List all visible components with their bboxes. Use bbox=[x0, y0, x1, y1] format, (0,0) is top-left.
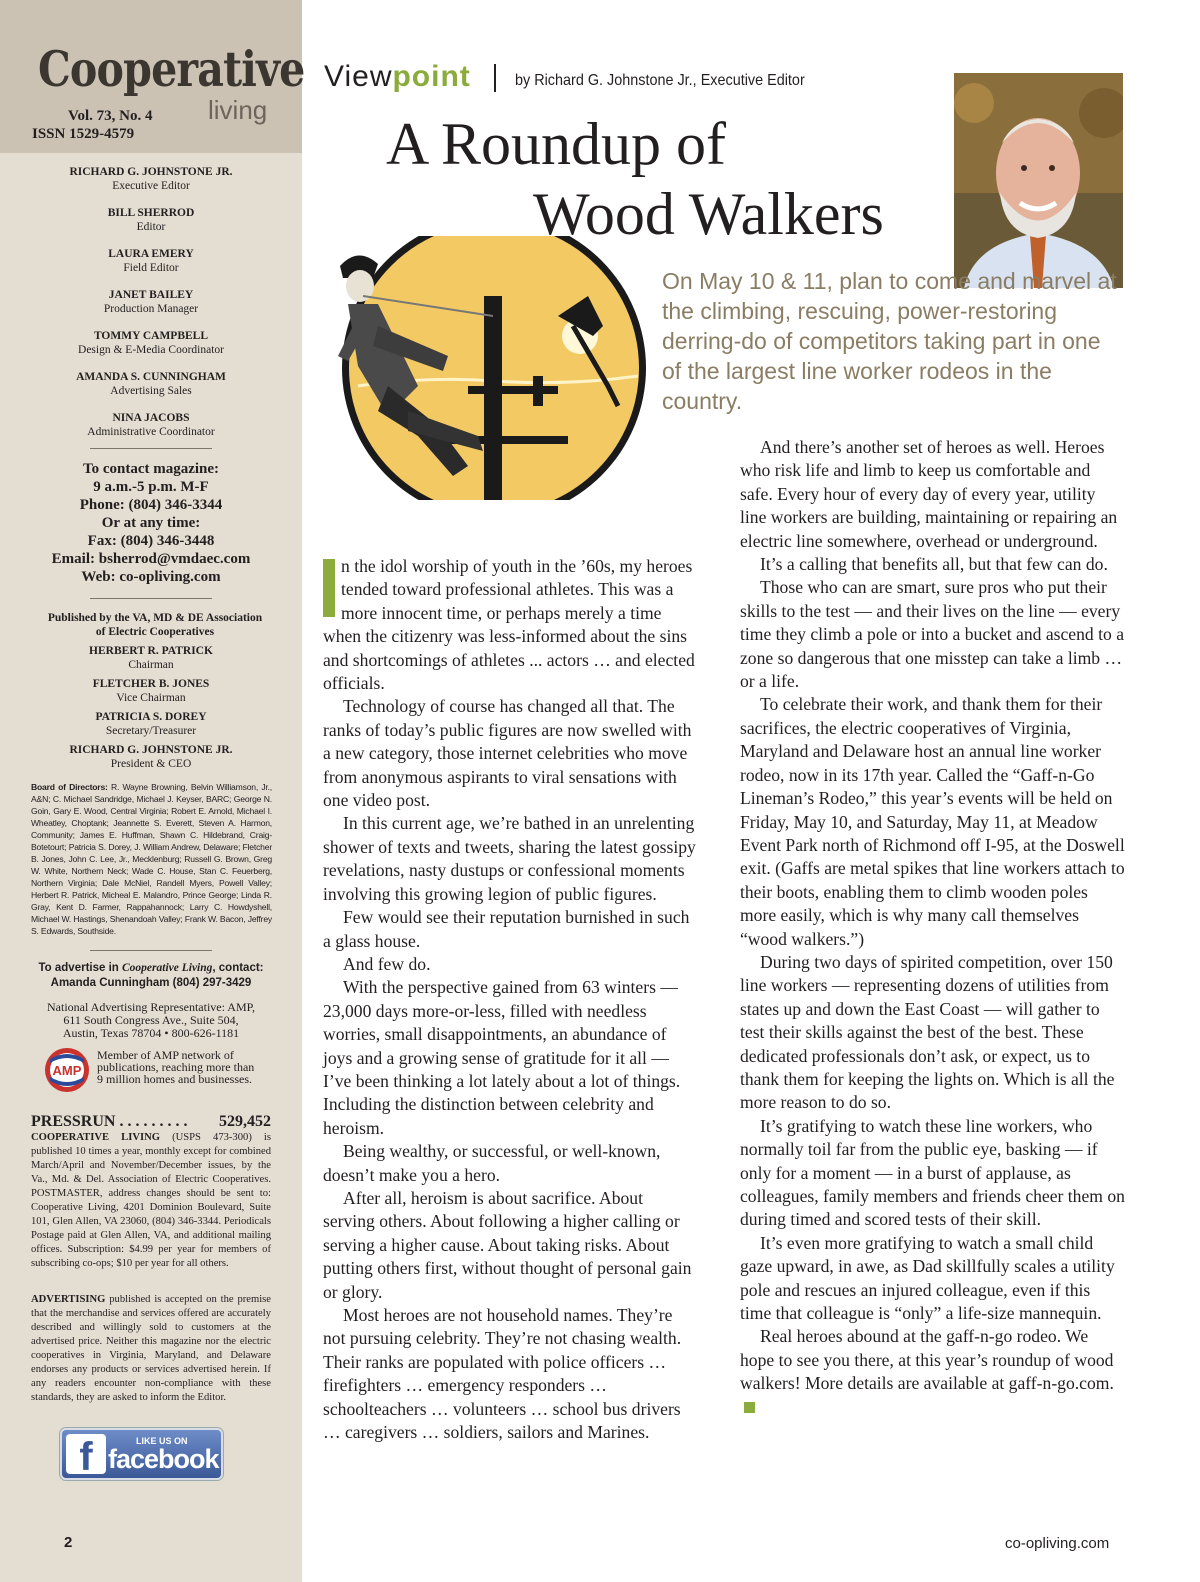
staff-entry: LAURA EMERY Field Editor bbox=[108, 248, 194, 274]
lineman-illustration bbox=[318, 236, 658, 500]
contact-block: To contact magazine: 9 a.m.-5 p.m. M-F Phone: (804) 346-3344 Or at any time: Fax: (804) 346-3448 Email: bsherrod@vmdaec.com Web: co-opliving.com bbox=[0, 460, 302, 586]
author-photo bbox=[954, 73, 1123, 288]
officer-entry: HERBERT R. PATRICK Chairman bbox=[89, 645, 213, 671]
facebook-icon: f bbox=[66, 1434, 106, 1474]
article-paragraph: It’s gratifying to watch these line workers, who normally toil far from the public eye, basking — if only for a moment — in a burst of applause, as colleagues, family members and friends cheer them on during timed and scored tests of their skill. bbox=[740, 1115, 1125, 1230]
page-number: 2 bbox=[64, 1534, 73, 1551]
article-paragraph: With the perspective gained from 63 winters — 23,000 days more-or-less, filled with needless worries, small disappointments, an abundance of joys and a growing sense of gratitude for it all — I’ve been thinking a lot lately about a lot of things. Including the distinction between celebrity and heroism. bbox=[323, 977, 681, 1138]
article-paragraph: And there’s another set of heroes as well. Heroes who risk life and limb to keep us comfortable and safe. Every hour of every day of every year, utility line workers are building, maintaining or repairing an electric line somewhere, overhead or underground. bbox=[740, 437, 1118, 551]
staff-entry: NINA JACOBS Administrative Coordinator bbox=[87, 412, 215, 438]
staff-entry: AMANDA S. CUNNINGHAM Advertising Sales bbox=[76, 371, 226, 397]
pressrun-count: 529,452 bbox=[219, 1113, 271, 1130]
staff-entry: BILL SHERROD Editor bbox=[107, 207, 195, 233]
byline: by Richard G. Johnstone Jr., Executive Editor bbox=[515, 72, 805, 89]
amp-logo bbox=[44, 1047, 90, 1093]
article-paragraph: Few would see their reputation burnished in such a glass house. bbox=[323, 907, 690, 951]
article-column-1 bbox=[323, 555, 696, 1444]
footer-website[interactable]: co-opliving.com bbox=[1005, 1535, 1110, 1552]
article-paragraph: Real heroes abound at the gaff-n-go rodeo. We hope to see you there, at this year’s roundup of wood walkers! More details are available at gaff-n-go.com. bbox=[740, 1325, 1125, 1419]
magazine-title: Cooperative bbox=[38, 40, 305, 98]
board-of-directors: Board of Directors: R. Wayne Browning, Belvin Williamson, Jr., A&N; C. Michael Sandridge, Michael J. Keyser, BARC; George N. Goin, Gary E. Wood, Central Virginia; Robert E. Arnold, Michael I. Wheatley, Choptank; Jeannette S. Everett, Steven A. Harmon, Community; James E. Huffman, Shawn C. Hildebrand, Craig-Botetourt; Patricia S. Dorey, J. William Andrew, Delaware; Fletcher B. Jones, John C. Lee, Jr., Mecklenburg; Russell G. Brown, Greg W. White, Northern Neck; Wade C. House, Stan C. Feuerberg, Northern Virginia; Dale McNiel, Randell Myers, Powell Valley; Herbert R. Patrick, Micheal E. Malandro, Prince George; Linda R. Gray, Kent D. Farmer, Rappahannock; Larry C. Howdyshell, Michael W. Hastings, Shenandoah Valley; Frank W. Bacon, Jeffrey S. Edwards, Southside. bbox=[31, 782, 272, 936]
headline: A Roundup of bbox=[386, 111, 727, 177]
article-paragraph: Technology of course has changed all that. The ranks of today’s public figures are now swelled with a new category, those internet celebrities who move from anonymous aspirants to viral sensations with one video post. bbox=[323, 696, 692, 811]
publication-statement: COOPERATIVE LIVING (USPS 473-300) is published 10 times a year, monthly except for combined March/April and November/December issues, by the Va., Md. & Del. Association of Electric Cooperatives. POSTMASTER, address changes should be sent to: Cooperative Living, 4201 Dominion Boulevard, Suite 101, Glen Allen, VA 23060, (804) 346-3344. Periodicals Postage paid at Glen Allen, VA, and additional mailing offices. Subscription: $4.99 per year for members of subscribing co-ops; $10 per year for all others. bbox=[31, 1132, 271, 1269]
article-deck: On May 10 & 11, plan to come and marvel at the climbing, rescuing, power-restoring derring-do of competitors taking part in one of the largest line worker rodeos in the country. bbox=[662, 268, 1117, 414]
staff-entry: TOMMY CAMPBELL Design & E-Media Coordinator bbox=[78, 330, 224, 356]
divider bbox=[90, 448, 212, 449]
contact-fax: Fax: (804) 346-3448 bbox=[87, 533, 215, 549]
drop-cap bbox=[323, 559, 335, 617]
article-paragraph: To celebrate their work, and thank them for their sacrifices, the electric cooperatives of Virginia, Maryland and Delaware host an annual line worker rodeo, now in its 17th year. Called the “Gaff-n-Go Lineman’s Rodeo,” this year’s events will be held on Friday, May 10, and Saturday, May 11, at Meadow Event Park north of Richmond off I-95, at the Doswell exit. (Gaffs are metal spikes that line workers attach to their boots, enabling them to climb wooden poles more easily, which is why many call themselves “wood walkers.”) bbox=[740, 694, 1125, 949]
divider bbox=[90, 950, 212, 951]
article-paragraph: And few do. bbox=[343, 953, 431, 974]
officer-entry: PATRICIA S. DOREY Secretary/Treasurer bbox=[95, 711, 207, 737]
national-rep: National Advertising Representative: AMP, 611 South Congress Ave., Suite 504, Austin, Texas 78704 • 800-626-1181 bbox=[47, 1000, 255, 1040]
article-paragraph: It’s even more gratifying to watch a small child gaze upward, in awe, as Dad skillfully scales a utility pole and rescues an injured colleague, even if this time that colleague is “only” a life-size mannequin. bbox=[740, 1232, 1115, 1324]
section-label: Viewpoint bbox=[324, 60, 471, 93]
divider bbox=[90, 598, 212, 599]
contact-web[interactable]: Web: co-opliving.com bbox=[81, 569, 221, 585]
article-paragraph: In this current age, we’re bathed in an unrelenting shower of texts and tweets, sharing the latest gossipy revelations, nasty dustups or confessional moments involving this growing legion of public figures. bbox=[323, 813, 696, 904]
article-paragraph: Being wealthy, or successful, or well-known, doesn’t make you a hero. bbox=[323, 1141, 661, 1185]
officer-entry: FLETCHER B. JONES Vice Chairman bbox=[92, 678, 210, 704]
advertising-contact: To advertise in Cooperative Living, contact: Amanda Cunningham (804) 297-3429 bbox=[38, 962, 264, 989]
amp-member-text: Member of AMP network of publications, reaching more than 9 million homes and businesses. bbox=[97, 1048, 255, 1086]
publisher-line: Published by the VA, MD & DE Association of Electric Cooperatives bbox=[47, 612, 263, 638]
pressrun: PRESSRUN . . . . . . . . . 529,452 bbox=[31, 1113, 271, 1130]
headline: Wood Walkers bbox=[533, 181, 884, 247]
masthead bbox=[0, 0, 305, 153]
article-paragraph: n the idol worship of youth in the ’60s, my heroes tended toward professional athletes. This was a more innocent time, or perhaps merely a time when the citizenry was less-informed about the sins and shortcomings of athletes ... actors … and elected officials. bbox=[323, 556, 695, 694]
volume-number: Vol. 73, No. 4 bbox=[68, 108, 153, 124]
staff-entry: JANET BAILEY Production Manager bbox=[103, 289, 199, 315]
amp-logo-text: AMP bbox=[52, 1063, 82, 1078]
contact-phone: Phone: (804) 346-3344 bbox=[79, 497, 223, 513]
staff-entry: RICHARD G. JOHNSTONE JR. Executive Editor bbox=[69, 166, 233, 192]
issn: ISSN 1529-4579 bbox=[32, 126, 135, 142]
sidebar bbox=[0, 0, 305, 1582]
magazine-subtitle: living bbox=[208, 95, 268, 125]
article-paragraph: Those who can are smart, sure pros who put their skills to the test — and their lives on the line — every time they climb a pole or into a bucket and ascend to a zone so dangerous that one misstep can take a limb … or a life. bbox=[740, 577, 1125, 692]
article-paragraph: After all, heroism is about sacrifice. About serving others. About following a higher calling or serving a higher cause. About taking risks. About putting others first, without thought of personal gain or glory. bbox=[323, 1187, 692, 1302]
divider bbox=[494, 64, 496, 92]
end-mark-icon bbox=[744, 1402, 755, 1413]
article-paragraph: Most heroes are not household names. They’re not pursuing celebrity. They’re not chasing wealth. Their ranks are populated with police officers … firefighters … emergency responders … schoolteachers … volunteers … school bus drivers … caregivers … soldiers, sailors and Marines. bbox=[323, 1305, 682, 1443]
facebook-like-button[interactable]: f LIKE US ON facebook bbox=[60, 1428, 223, 1480]
advertising-policy: ADVERTISING published is accepted on the premise that the merchandise and services offered are accurately described and willingly sold to customers at the advertised price. Neither this magazine nor the electric cooperatives in Virginia, Maryland, and Delaware endorses any products or services advertised herein. If any readers encounter non-compliance with these standards, they are asked to inform the Editor. bbox=[31, 1294, 271, 1403]
contact-email[interactable]: Email: bsherrod@vmdaec.com bbox=[51, 551, 251, 567]
article-paragraph: It’s a calling that benefits all, but that few can do. bbox=[760, 554, 1108, 575]
article-paragraph: During two days of spirited competition, over 150 line workers — representing dozens of utilities from states up and down the East Coast — will gather to test their skills against the best of the best. These dedicated professionals don’t ask, or expect, us to thank them for keeping the lights on. Which is all the more reason to do so. bbox=[740, 951, 1115, 1113]
article-column-2 bbox=[740, 436, 1125, 1419]
officer-entry: RICHARD G. JOHNSTONE JR. President & CEO bbox=[69, 744, 233, 770]
